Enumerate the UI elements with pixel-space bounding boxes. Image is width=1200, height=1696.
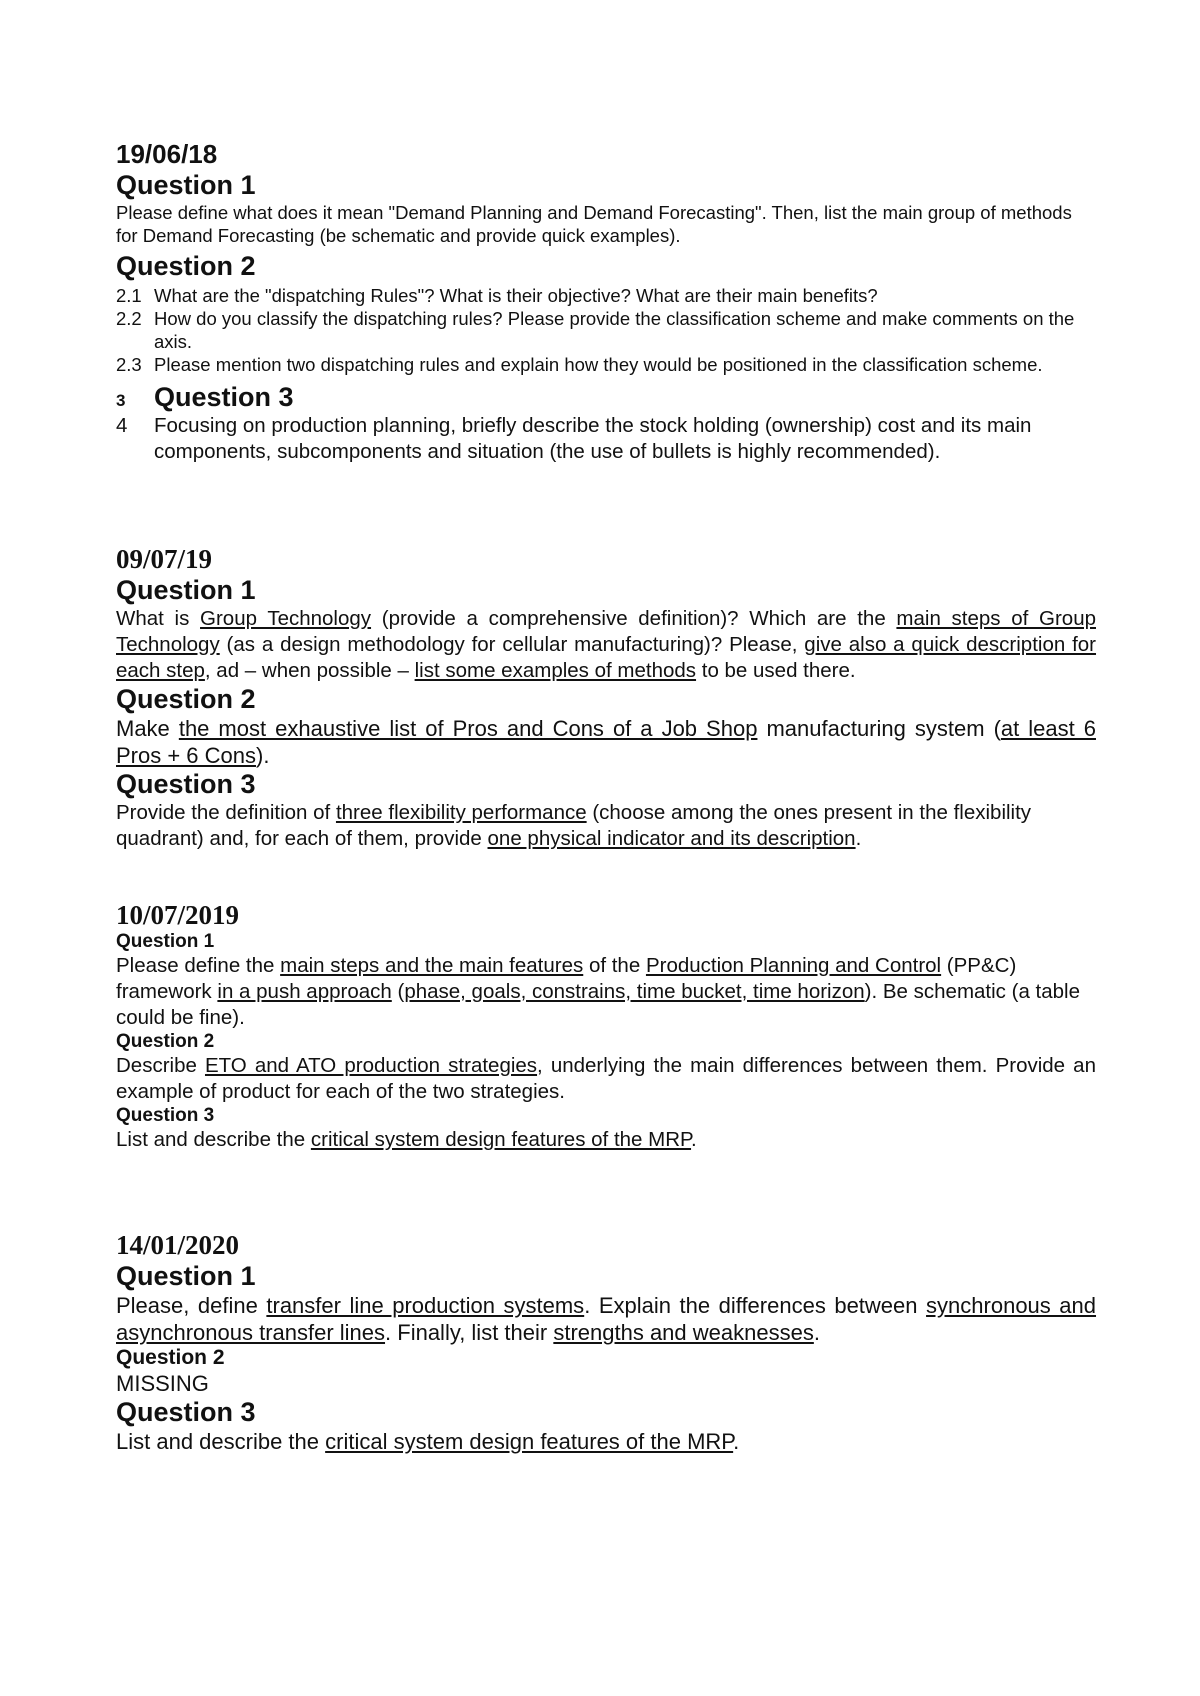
text-run: What is (116, 607, 201, 631)
text-run: Describe (116, 1053, 205, 1077)
question-heading: Question 3 (116, 1397, 256, 1428)
underlined-text: critical system design features of the MRP (310, 1127, 692, 1151)
list-item-number: 2.2 (116, 307, 142, 329)
list-item (116, 353, 1096, 376)
question-text (116, 1292, 1096, 1346)
list-item-number: 4 (116, 414, 128, 438)
question-text (116, 1127, 1096, 1153)
list-item (116, 307, 1096, 353)
text-run: ). Be schematic (a table could be fine). (116, 979, 1080, 1029)
list-item-text: Please mention two dispatching rules and explain how they would be positioned in the classification scheme. (154, 353, 1043, 375)
text-run: ). (256, 743, 270, 769)
underlined-text: one physical indicator and its description (487, 827, 856, 851)
list-item (116, 284, 1096, 307)
text-run: , underlying the main differences between them. Provide an example of product for each of the two strategies. (116, 1053, 1096, 1103)
exam-date: 14/01/2020 (116, 1230, 240, 1260)
list-item-number: 2.1 (116, 284, 142, 306)
question-heading: Question 2 (116, 250, 256, 281)
underlined-text: main steps of Group Technology (116, 607, 1096, 657)
underlined-text: three flexibility performance (335, 801, 587, 825)
exam-date: 19/06/18 (116, 139, 218, 169)
exam-date: 10/07/2019 (116, 900, 240, 930)
question-heading: Question 1 (116, 575, 256, 606)
text-run: . (813, 1320, 820, 1346)
underlined-text: ETO and ATO production strategies (204, 1053, 538, 1077)
question-heading: Question 1 (116, 169, 256, 200)
text-run: . Finally, list their (385, 1320, 554, 1346)
exam-section-2 (116, 544, 1096, 852)
question-text (116, 606, 1096, 684)
exam-section-1 (116, 140, 1096, 465)
question-heading: Question 3 (154, 381, 294, 412)
exam-section-4 (116, 1230, 1096, 1455)
underlined-text: in a push approach (217, 979, 392, 1003)
question-heading: Question 3 (116, 769, 256, 800)
text-run: to be used there. (696, 659, 856, 683)
text-run: List and describe the (116, 1127, 311, 1151)
underlined-text: at least 6 Pros + 6 Cons (116, 716, 1096, 769)
list-item-number: 2.3 (116, 353, 142, 375)
text-run: . (733, 1429, 740, 1455)
text-run: of the (583, 953, 646, 977)
underlined-text: synchronous and asynchronous transfer lines (116, 1293, 1097, 1346)
text-run: , ad – when possible – (204, 659, 415, 683)
text-run: Provide the definition of (116, 801, 336, 825)
question-text: MISSING (116, 1371, 209, 1397)
question-text (116, 1053, 1096, 1105)
underlined-text: strengths and weaknesses (553, 1320, 814, 1346)
question-text (116, 715, 1096, 769)
question-text: Please define what does it mean "Demand Planning and Demand Forecasting". Then, list the main group of methods for Demand Forecasting (be schematic and provide quick examples). (116, 201, 1072, 246)
text-run: ( (391, 979, 405, 1003)
text-run: . (691, 1127, 697, 1151)
underlined-text: Production Planning and Control (645, 953, 942, 977)
text-run: . (855, 827, 862, 851)
question-heading: Question 2 (116, 1346, 225, 1370)
text-run: (PP&C) framework (116, 953, 1017, 1003)
list-item-text: What are the "dispatching Rules"? What is their objective? What are their main benefits? (154, 284, 878, 306)
exam-section-3 (116, 900, 1096, 1153)
heading-number: 3 (116, 390, 126, 410)
underlined-text: Group Technology (200, 607, 372, 631)
text-run: Please define the (116, 953, 281, 977)
underlined-text: main steps and the main features (280, 953, 584, 977)
numbered-heading (116, 382, 1096, 413)
question-heading: Question 1 (116, 1261, 256, 1292)
list-item-text: Focusing on production planning, briefly describe the stock holding (ownership) cost and its main components, subcomponents and situation (the use of bullets is highly recommended). (154, 414, 1032, 464)
question-text (116, 800, 1096, 852)
question-text (116, 1428, 1096, 1455)
question-heading: Question 3 (116, 1104, 215, 1126)
underlined-text: list some examples of methods (414, 659, 697, 683)
text-run: (as a design methodology for cellular manufacturing)? Please, (219, 633, 805, 657)
list-item-text: How do you classify the dispatching rules? Please provide the classification scheme and make comments on the axis. (154, 307, 1075, 352)
text-run: (choose among the ones present in the flexibility quadrant) and, for each of them, provide (116, 801, 1032, 851)
question-heading: Question 1 (116, 931, 215, 953)
question-heading: Question 2 (116, 684, 256, 715)
list-item (116, 413, 1096, 465)
underlined-text: critical system design features of the MRP (325, 1429, 734, 1455)
exam-date: 09/07/19 (116, 544, 213, 574)
underlined-text: transfer line production systems (266, 1293, 585, 1319)
text-run: Please, define (116, 1293, 267, 1319)
text-run: (provide a comprehensive definition)? Which are the (371, 607, 897, 631)
question-text (116, 953, 1096, 1031)
underlined-text: the most exhaustive list of Pros and Cons of a Job Shop (178, 716, 758, 742)
underlined-text: give also a quick description for each step (116, 633, 1097, 683)
text-run: . Explain the differences between (584, 1293, 927, 1319)
text-run: List and describe the (116, 1429, 326, 1455)
question-heading: Question 2 (116, 1030, 215, 1052)
text-run: manufacturing system ( (757, 716, 1001, 742)
sub-question-list (116, 284, 1096, 376)
underlined-text: phase, goals, constrains, time bucket, time horizon (404, 979, 865, 1003)
text-run: Make (116, 716, 179, 742)
